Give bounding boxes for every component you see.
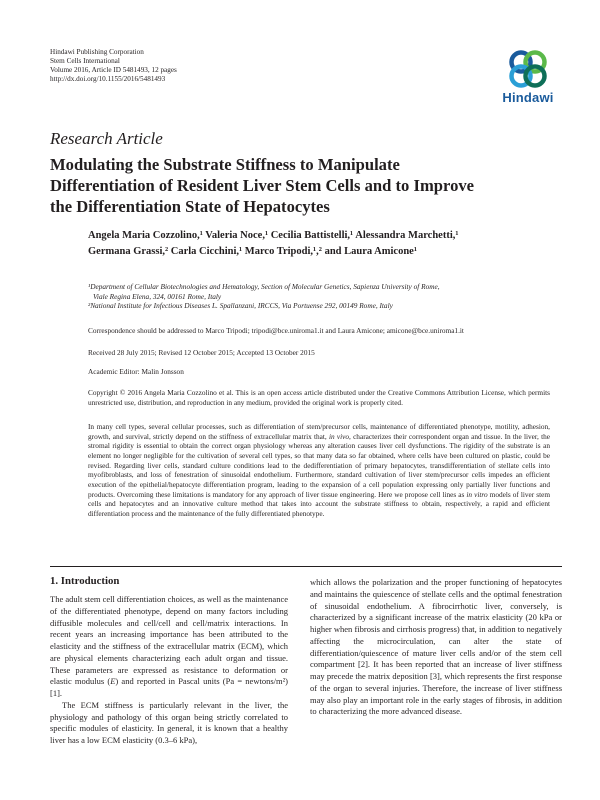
body-paragraph: The ECM stiffness is particularly relevant in the liver, the physiology and pathology of this organ being strictly correlated to specific modules of elasticity. In general, it is known that a healthy liver has a low ECM elasticity (0.3–6 kPa), — [50, 699, 288, 745]
body-column-left — [50, 594, 288, 747]
doi-link[interactable]: http://dx.doi.org/10.1155/2016/5481493 — [50, 75, 166, 83]
abstract-text: In many cell types, several cellular processes, such as differentiation of stem/precursor cells, maintenance of differentiated phenotype, motility, adhesion, growth, and survival, strictly depend on the stiffness of extracellular matrix that, — [88, 422, 550, 441]
abstract-emphasis: in vivo — [328, 431, 350, 441]
affiliations — [88, 282, 568, 311]
affiliation-line: Viale Regina Elena, 324, 00161 Rome, Italy — [93, 291, 222, 301]
journal-name: Stem Cells International — [50, 57, 120, 65]
section-divider — [50, 566, 562, 567]
article-title — [50, 154, 570, 217]
article-type: Research Article — [50, 129, 163, 148]
abstract-text: models of liver stem cells and hepatocytes and an innovative culture method that takes into account the substrate stiffness to obtain, respectively, a rapid and efficient differentiation process and the maintenance of the fully differentiated phenotype. — [88, 489, 551, 518]
body-paragraph — [50, 594, 288, 700]
publication-info — [50, 48, 177, 84]
title-line: Differentiation of Resident Liver Stem Cells and to Improve — [50, 176, 475, 195]
affiliation-line: ²National Institute for Infectious Diseases L. Spallanzani, IRCCS, Via Portuense 292, 00149 Rome, Italy — [88, 301, 393, 311]
author-list — [88, 228, 568, 260]
author-line: Angela Maria Cozzolino,¹ Valeria Noce,¹ Cecilia Battistelli,¹ Alessandra Marchetti,¹ — [88, 230, 459, 241]
hindawi-logo-text: Hindawi — [502, 90, 554, 105]
publisher-name: Hindawi Publishing Corporation — [50, 48, 144, 56]
abstract-emphasis: in vitro — [466, 489, 488, 499]
section-heading: 1. Introduction — [50, 575, 120, 587]
body-text: The adult stem cell differentiation choices, as well as the maintenance of the differentiated phenotype, depend on many factors including diffusible molecules and cell/cell and cell/matrix interactions. In recent years an increasing importance has been attributed to the elasticity and the stiffness of the extracellular matrix (ECM), which are physical elements characterizing each adult organ and tissue. These parameters are expressed as resistance to deformation or elastic modulus ( — [50, 594, 288, 687]
abstract-text: , characterizes their correspondent organ and tissue. In the liver, the stromal rigidity is essential to obtain the correct organ physiology whereas any alteration causes liver cell dysfunctions. The rigidity of the substrate is an element no longer negligible for the cultivation of several cell types, so that many data so far obtained, where cells have been cultured on plastic, could be revised. Regarding liver cells, standard culture conditions lead to the dedifferentiation of primary hepatocytes, transdifferentiation of stellate cells into myofibroblasts, and loss of fenestration of sinusoidal endothelium. Furthermore, standard cultivation of liver stem/precursor cells impedes an efficient execution of the epithelial/hepatocyte differentiation program, leading to the expansion of a cell population expressing only partially liver functions and products. Overcoming these limitations is mandatory for any approach of liver tissue engineering. Here we propose cell lines as — [88, 431, 551, 499]
body-paragraph: which allows the polarization and the proper functioning of hepatocytes and maintains the quiescence of stellate cells and the optimal fenestration of sinusoidal endothelium. A fibrocirrhotic liver, conversely, is characterized by a significant increase of the matrix elasticity (20 kPa or higher when fibrosis and cirrhosis progress) that, in addition to negatively affecting the microcirculation, can alter the state of differentiation/quiescence of mature liver cells and/or of the stem cell compartment [2]. It has been reported that an increase of liver stiffness may precede the matrix deposition [3], which represents the first response of the organ to several injuries. Therefore, the increase of liver stiffness may also play an important role in the early stages of fibrosis, in addition to characterizing the more advanced disease. — [310, 577, 562, 717]
volume-info: Volume 2016, Article ID 5481493, 12 pages — [50, 66, 177, 74]
academic-editor: Academic Editor: Malin Jonsson — [88, 367, 184, 376]
author-line: Germana Grassi,² Carla Cicchini,¹ Marco Tripodi,¹,² and Laura Amicone¹ — [88, 246, 417, 257]
body-column-right — [310, 577, 562, 718]
title-line: Modulating the Substrate Stiffness to Manipulate — [50, 155, 400, 174]
affiliation-line: ¹Department of Cellular Biotechnologies and Hematology, Section of Molecular Genetics, Sapienza University of Rome, — [88, 282, 440, 291]
article-dates: Received 28 July 2015; Revised 12 October 2015; Accepted 13 October 2015 — [88, 348, 315, 357]
copyright-notice: Copyright © 2016 Angela Maria Cozzolino et al. This is an open access article distributed under the Creative Commons Attribution License, which permits unrestricted use, distribution, and reproduction in any medium, provided the original work is properly cited. — [88, 388, 550, 407]
correspondence: Correspondence should be addressed to Marco Tripodi; tripodi@bce.uniroma1.it and Laura Amicone; amicone@bce.uniroma1.it — [88, 326, 464, 335]
body-text: ) and reported in Pascal units (Pa = newtons/m²) [1]. — [50, 676, 288, 698]
abstract — [88, 422, 550, 519]
body-emphasis: E — [110, 676, 116, 687]
title-line: the Differentiation State of Hepatocytes — [50, 197, 330, 216]
